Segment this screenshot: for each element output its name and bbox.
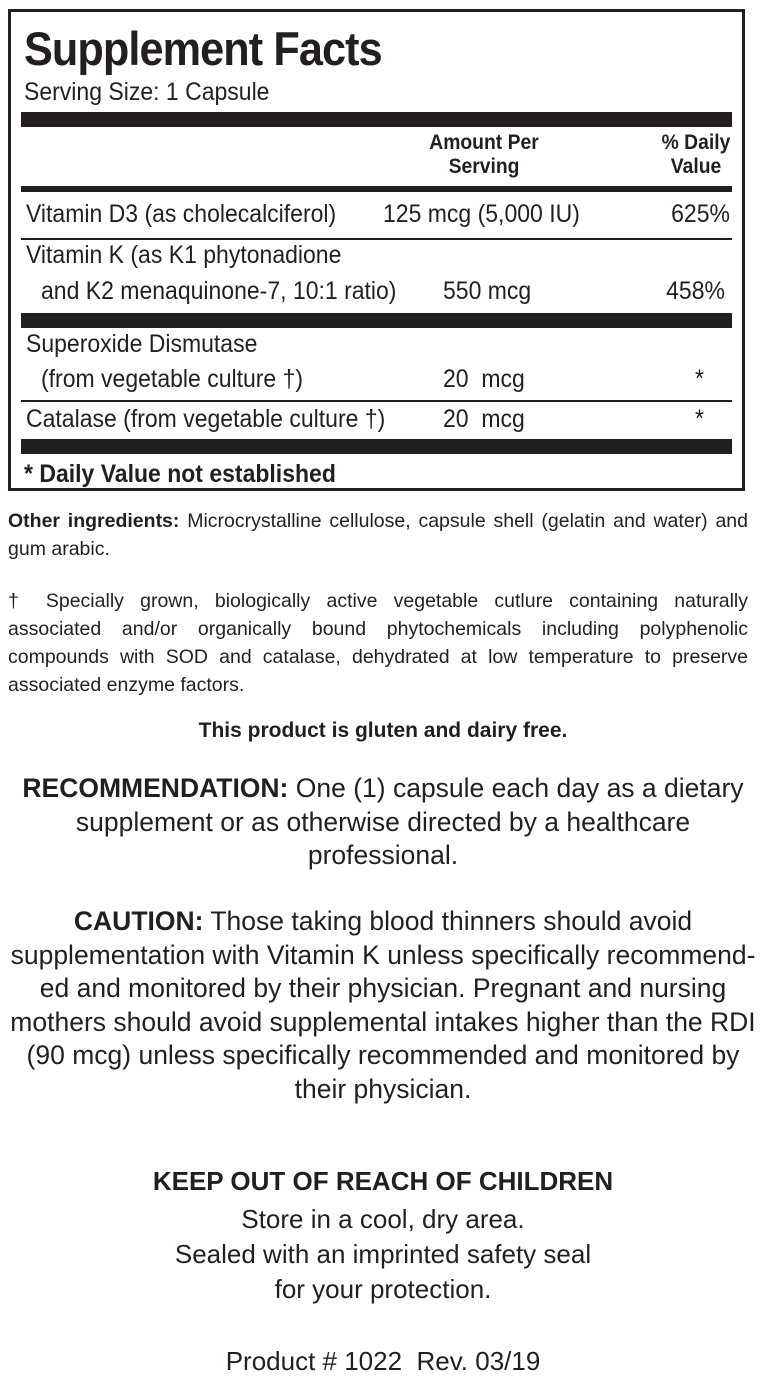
nutrient-daily-value: 625% <box>671 200 730 228</box>
nutrient-amount: 20 mcg <box>443 365 525 393</box>
other-ingredients-label: Other ingredients: <box>8 510 180 532</box>
supplement-facts-panel <box>8 9 745 491</box>
nutrient-daily-value: * <box>695 405 704 433</box>
other-ingredients-text: Microcrystalline cellulose, capsule shell (gelatin and water) and gum arabic. <box>8 510 748 560</box>
storage-instruction: Store in a cool, dry area. <box>241 1204 525 1234</box>
caution-label: CAUTION: <box>73 906 204 936</box>
serving-size: Serving Size: 1 Capsule <box>24 78 270 106</box>
row-divider <box>21 400 732 402</box>
safety-seal-note-continued: for your protection. <box>274 1274 492 1304</box>
nutrient-amount: 125 mcg (5,000 IU) <box>383 200 580 228</box>
nutrient-daily-value: * <box>695 365 704 393</box>
keep-out-of-reach-warning: KEEP OUT OF REACH OF CHILDREN <box>152 1166 614 1196</box>
recommendation-label: RECOMMENDATION: <box>22 773 289 803</box>
thick-divider <box>21 112 732 127</box>
recommendation <box>10 772 756 873</box>
caution-text: Those taking blood thinners should avoid supplementation with Vitamin K unless specifically recommended and monitored by their physician. Pregnant and nursing mothers should avoid supplemental intakes higher than the RDI (90 mcg) unless specifically recommended and monitored by their physician. <box>10 906 756 1104</box>
safety-seal-note: Sealed with an imprinted safety seal <box>174 1239 592 1269</box>
nutrient-name: Superoxide Dismutase <box>26 330 258 358</box>
amount-per-serving-header: Amount Per Serving <box>429 131 539 178</box>
nutrient-name-continued: (from vegetable culture †) <box>41 365 304 393</box>
nutrient-amount: 550 mcg <box>443 277 532 305</box>
product-number: Product # 1022 Rev. 03/19 <box>225 1346 541 1376</box>
medium-divider <box>21 186 732 192</box>
nutrient-daily-value: 458% <box>666 277 725 305</box>
nutrient-name: Vitamin K (as K1 phytonadione <box>26 241 342 269</box>
allergen-statement: This product is gluten and dairy free. <box>198 719 568 742</box>
caution <box>10 905 756 1106</box>
nutrient-amount: 20 mcg <box>443 405 525 433</box>
nutrient-name: Vitamin D3 (as cholecalciferol) <box>26 200 337 228</box>
other-ingredients <box>8 507 748 563</box>
thick-divider <box>21 439 732 454</box>
nutrient-name-continued: and K2 menaquinone-7, 10:1 ratio) <box>41 277 397 305</box>
row-divider <box>21 238 732 240</box>
dagger-footnote: † Specially grown, biologically active vegetable cutlure containing naturally associated and/or organically bound phytochemicals including polyphenolic compounds with SOD and catalase, dehydrated at low temperature to preserve associated enzyme factors. <box>8 590 748 696</box>
recommendation-text: One (1) capsule each day as a dietary supplement or as otherwise directed by a healthcare professional. <box>75 773 744 870</box>
thick-divider <box>21 313 732 328</box>
nutrient-name: Catalase (from vegetable culture †) <box>26 405 386 433</box>
panel-title: Supplement Facts <box>24 22 382 75</box>
daily-value-header: % Daily Value <box>661 131 731 178</box>
daily-value-footnote: * Daily Value not established <box>24 460 336 488</box>
